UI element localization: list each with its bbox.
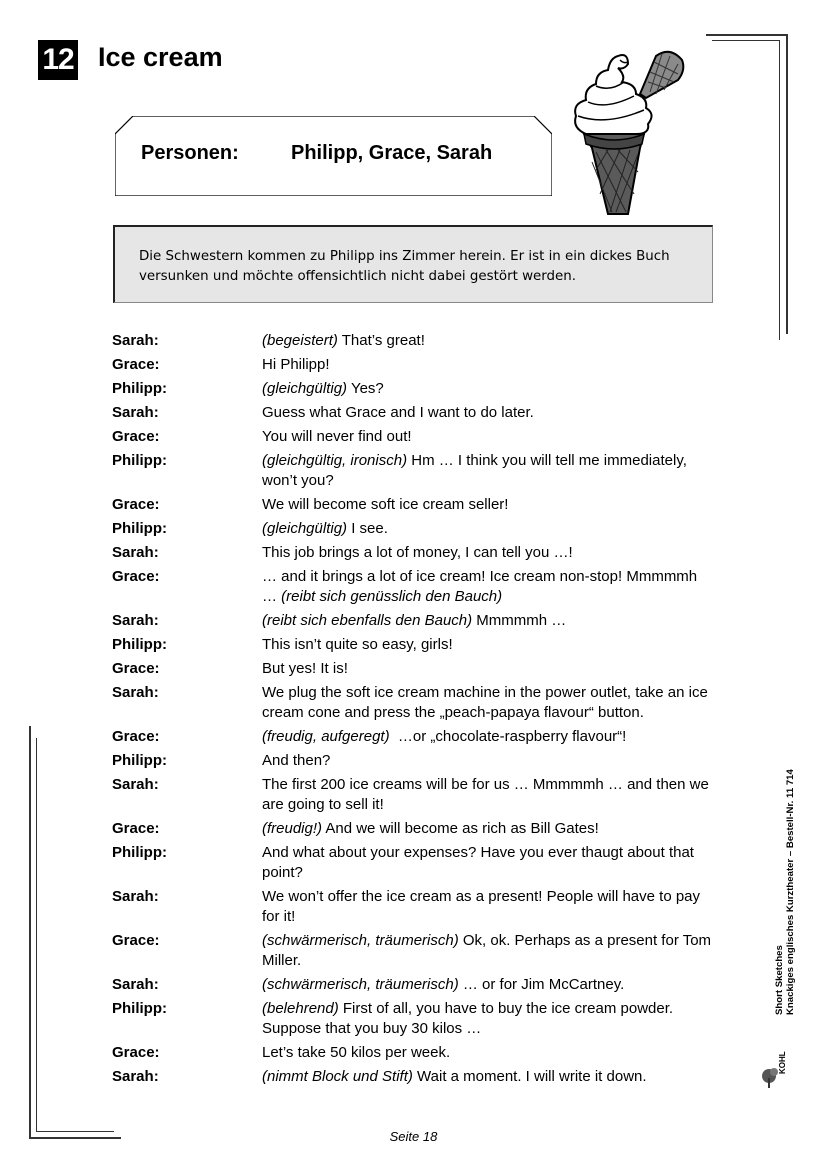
spoken-text: And what about your expenses? Have you ever thaugt about that point? (262, 844, 699, 881)
dialog-line (112, 775, 712, 815)
scene-description-box (113, 225, 713, 303)
dialog (112, 331, 716, 1091)
dialog-text (262, 355, 712, 375)
dialog-line (112, 427, 712, 447)
speaker-name: Grace: (112, 728, 160, 745)
spoken-text: …or „chocolate-raspberry flavour“! (389, 728, 627, 745)
frame-top-right-v (786, 34, 788, 334)
persons-label: Personen: (141, 142, 239, 164)
dialog-text (262, 611, 712, 631)
dialog-text (262, 427, 712, 447)
dialog-line (112, 1043, 712, 1063)
speaker-name: Sarah: (112, 1068, 159, 1085)
speaker-name: Grace: (112, 1044, 160, 1061)
dialog-text (262, 887, 712, 927)
stage-direction: (reibt sich genüsslich den Bauch) (281, 588, 503, 605)
dialog-text (262, 775, 712, 815)
speaker-name: Sarah: (112, 684, 159, 701)
publisher-logo (760, 1020, 790, 1093)
dialog-line (112, 543, 712, 563)
dialog-text (262, 495, 712, 515)
dialog-line (112, 451, 712, 491)
spoken-text: Wait a moment. I will write it down. (412, 1068, 647, 1085)
dialog-text (262, 751, 712, 771)
dialog-line (112, 403, 712, 423)
sidebar-line-2: Knackiges englisches Kurztheater – Bestell-Nr. 11 714 (785, 769, 796, 1015)
dialog-line (112, 843, 712, 883)
dialog-text (262, 683, 712, 723)
speaker-name: Sarah: (112, 776, 159, 793)
stage-direction: (belehrend) (262, 1000, 339, 1017)
page-number: Seite 18 (389, 1129, 438, 1144)
stage-direction: (reibt sich ebenfalls den Bauch) (262, 612, 473, 629)
dialog-line (112, 887, 712, 927)
dialog-text (262, 843, 712, 883)
spoken-text: Mmmmmh … (472, 612, 567, 629)
chapter-number: 12 (38, 40, 78, 80)
spoken-text: The first 200 ice creams will be for us … Mmmmmh … and then we are going to sell it! (262, 776, 713, 813)
speaker-name: Grace: (112, 660, 160, 677)
frame-bottom-left-v (29, 726, 31, 1138)
spoken-text: Hm … I think you will tell me immediately, won’t you? (262, 452, 692, 489)
scene-description-text: Die Schwestern kommen zu Philipp ins Zimmer herein. Er ist in ein dickes Buch versunken und möchte offensichtlich nicht dabei gestört werden. (139, 249, 670, 284)
stage-direction: (freudig!) (262, 820, 323, 837)
spoken-text: We will become soft ice cream seller! (262, 496, 509, 513)
spoken-text: … or for Jim McCartney. (458, 976, 625, 993)
sidebar-text (774, 769, 796, 1015)
spoken-text: This isn’t quite so easy, girls! (262, 636, 453, 653)
spoken-text: Ok, ok. Perhaps as a present for Tom Miller. (262, 932, 716, 969)
dialog-line (112, 519, 712, 539)
spoken-text: Let’s take 50 kilos per week. (262, 1044, 451, 1061)
stage-direction: (schwärmerisch, träumerisch) (262, 976, 459, 993)
speaker-name: Philipp: (112, 1000, 167, 1017)
speaker-name: Philipp: (112, 636, 167, 653)
dialog-line (112, 635, 712, 655)
dialog-text (262, 635, 712, 655)
dialog-text (262, 999, 712, 1039)
frame-bottom-left-v2 (36, 738, 37, 1132)
dialog-line (112, 379, 712, 399)
spoken-text: … and it brings a lot of ice cream! Ice cream non-stop! Mmmmmh … (262, 568, 702, 605)
speaker-name: Philipp: (112, 380, 167, 397)
dialog-line (112, 331, 712, 351)
speaker-name: Sarah: (112, 544, 159, 561)
dialog-text (262, 567, 712, 607)
dialog-text (262, 519, 712, 539)
spoken-text: We won’t offer the ice cream as a present! People will have to pay for it! (262, 888, 705, 925)
dialog-line (112, 683, 712, 723)
spoken-text: We plug the soft ice cream machine in the power outlet, take an ice cream cone and press the „peach-papaya flavour“ button. (262, 684, 712, 721)
speaker-name: Philipp: (112, 452, 167, 469)
speaker-name: Grace: (112, 568, 160, 585)
dialog-text (262, 543, 712, 563)
wafer-icon (640, 52, 683, 98)
spoken-text: This job brings a lot of money, I can tell you …! (262, 544, 573, 561)
dialog-line (112, 931, 716, 971)
speaker-name: Sarah: (112, 404, 159, 421)
spoken-text: I see. (347, 520, 388, 537)
dialog-text (262, 379, 712, 399)
speaker-name: Sarah: (112, 976, 159, 993)
spoken-text: Guess what Grace and I want to do later. (262, 404, 534, 421)
speaker-name: Grace: (112, 496, 160, 513)
dialog-line (112, 495, 712, 515)
speaker-name: Philipp: (112, 844, 167, 861)
spoken-text: Yes? (347, 380, 384, 397)
stage-direction: (freudig, aufgeregt) (262, 728, 390, 745)
speaker-name: Grace: (112, 820, 160, 837)
speaker-name: Grace: (112, 356, 160, 373)
speaker-name: Sarah: (112, 888, 159, 905)
stage-direction: (begeistert) (262, 332, 338, 349)
stage-direction: (gleichgültig) (262, 380, 348, 397)
stage-direction: (schwärmerisch, träumerisch) (262, 932, 459, 949)
dialog-text (262, 331, 712, 351)
page-title: Ice cream (98, 42, 223, 72)
dialog-text (262, 931, 716, 971)
persons-names: Philipp, Grace, Sarah (291, 142, 493, 164)
stage-direction: (nimmt Block und Stift) (262, 1068, 413, 1085)
speaker-name: Sarah: (112, 612, 159, 629)
dialog-line (112, 1067, 712, 1087)
dialog-line (112, 659, 712, 679)
dialog-line (112, 975, 712, 995)
dialog-line (112, 999, 712, 1039)
dialog-line (112, 567, 712, 607)
speaker-name: Grace: (112, 428, 160, 445)
dialog-line (112, 727, 712, 747)
dialog-line (112, 751, 712, 771)
frame-top-right-h (706, 34, 788, 36)
dialog-line (112, 355, 712, 375)
dialog-text (262, 403, 712, 423)
sidebar-line-1: Short Sketches (774, 945, 785, 1015)
spoken-text: You will never find out! (262, 428, 412, 445)
dialog-text (262, 975, 712, 995)
speaker-name: Philipp: (112, 752, 167, 769)
dialog-text (262, 727, 712, 747)
frame-top-right-v2 (779, 40, 780, 340)
speaker-name: Sarah: (112, 332, 159, 349)
dialog-text (262, 659, 712, 679)
speaker-name: Grace: (112, 932, 160, 949)
spoken-text: First of all, you have to buy the ice cream powder. Suppose that you buy 30 kilos … (262, 1000, 678, 1037)
spoken-text: Hi Philipp! (262, 356, 330, 373)
dialog-text (262, 819, 712, 839)
spoken-text: But yes! It is! (262, 660, 348, 677)
dialog-text (262, 1043, 712, 1063)
cone-icon (584, 134, 644, 214)
dialog-text (262, 451, 712, 491)
speaker-name: Philipp: (112, 520, 167, 537)
stage-direction: (gleichgültig, ironisch) (262, 452, 408, 469)
spoken-text: And we will become as rich as Bill Gates! (322, 820, 599, 837)
ice-cream-illustration (566, 44, 692, 216)
frame-top-right-h2 (712, 40, 780, 41)
publisher-name: KOHL (778, 1051, 787, 1074)
stage-direction: (gleichgültig) (262, 520, 348, 537)
dialog-line (112, 819, 712, 839)
dialog-line (112, 611, 712, 631)
spoken-text: That’s great! (337, 332, 425, 349)
persons-box (115, 116, 552, 196)
dialog-text (262, 1067, 712, 1087)
spoken-text: And then? (262, 752, 331, 769)
